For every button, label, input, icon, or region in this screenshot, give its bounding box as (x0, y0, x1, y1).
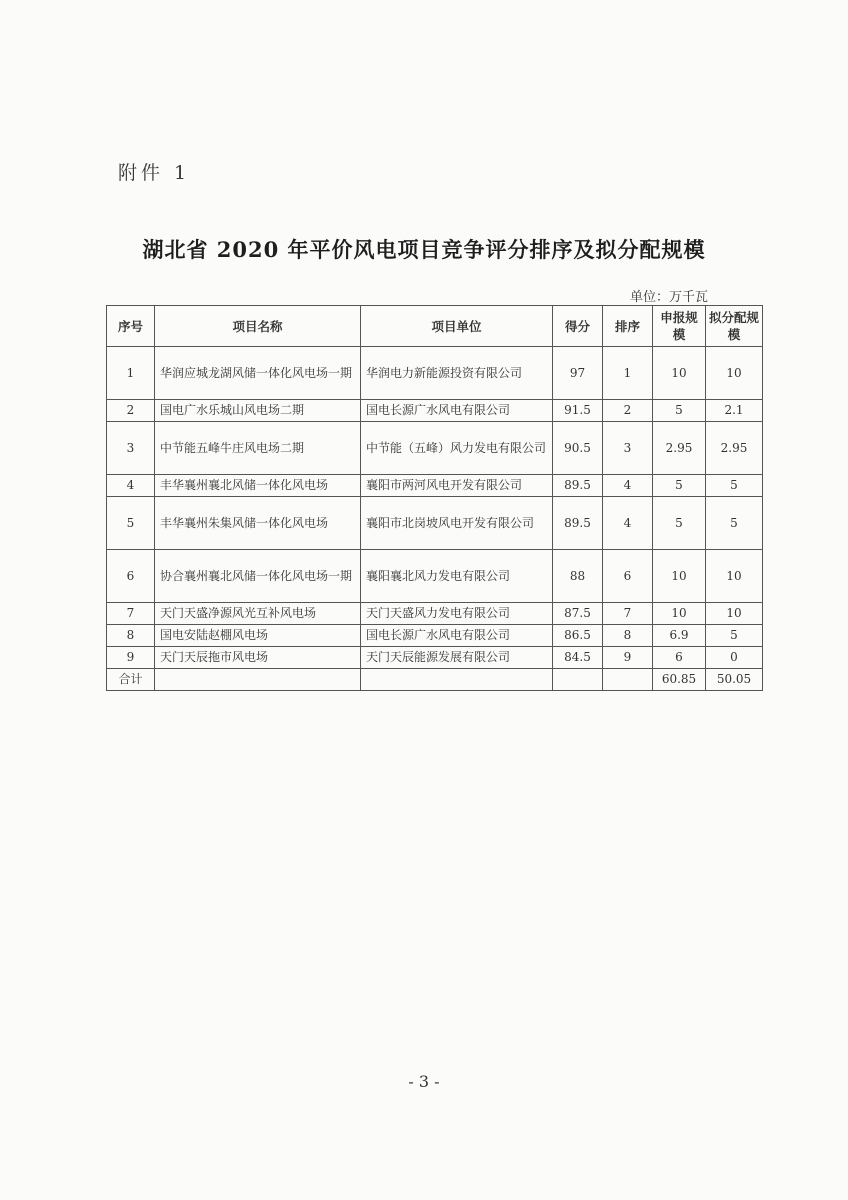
header-name: 项目名称 (155, 306, 361, 347)
cell-company: 国电长源广水风电有限公司 (361, 400, 553, 422)
table-row (107, 647, 763, 669)
cell-declared: 10 (653, 550, 706, 603)
cell-empty (155, 669, 361, 691)
cell-score: 84.5 (553, 647, 603, 669)
document-title: 湖北省 2020 年平价风电项目竞争评分排序及拟分配规模 (142, 237, 706, 262)
table-row (107, 497, 763, 550)
cell-declared: 5 (653, 400, 706, 422)
cell-name: 丰华襄州襄北风储一体化风电场 (155, 475, 361, 497)
table-row (107, 603, 763, 625)
cell-allocated: 5 (706, 497, 763, 550)
cell-rank: 3 (603, 422, 653, 475)
cell-company: 中节能（五峰）风力发电有限公司 (361, 422, 553, 475)
cell-declared: 6 (653, 647, 706, 669)
cell-rank: 4 (603, 475, 653, 497)
cell-no: 2 (107, 400, 155, 422)
cell-empty (603, 669, 653, 691)
cell-name: 中节能五峰牛庄风电场二期 (155, 422, 361, 475)
ranking-table (106, 305, 763, 691)
header-declared: 申报规模 (653, 306, 706, 347)
header-company: 项目单位 (361, 306, 553, 347)
cell-allocated: 5 (706, 625, 763, 647)
header-allocated: 拟分配规模 (706, 306, 763, 347)
table-row (107, 400, 763, 422)
cell-score: 89.5 (553, 497, 603, 550)
table-row (107, 625, 763, 647)
cell-allocated: 2.1 (706, 400, 763, 422)
cell-score: 86.5 (553, 625, 603, 647)
cell-declared: 10 (653, 347, 706, 400)
cell-allocated: 10 (706, 347, 763, 400)
cell-empty (553, 669, 603, 691)
cell-score: 88 (553, 550, 603, 603)
cell-name: 丰华襄州朱集风储一体化风电场 (155, 497, 361, 550)
cell-rank: 8 (603, 625, 653, 647)
total-allocated: 50.05 (706, 669, 763, 691)
page-number: - 3 - (408, 1072, 440, 1091)
cell-allocated: 10 (706, 550, 763, 603)
total-row (107, 669, 763, 691)
cell-no: 6 (107, 550, 155, 603)
header-score: 得分 (553, 306, 603, 347)
table-header-row (107, 306, 763, 347)
cell-allocated: 2.95 (706, 422, 763, 475)
cell-company: 华润电力新能源投资有限公司 (361, 347, 553, 400)
cell-allocated: 10 (706, 603, 763, 625)
cell-no: 9 (107, 647, 155, 669)
cell-company: 天门天盛风力发电有限公司 (361, 603, 553, 625)
cell-name: 国电广水乐城山风电场二期 (155, 400, 361, 422)
unit-note: 单位：万千瓦 (630, 290, 709, 305)
cell-rank: 1 (603, 347, 653, 400)
cell-rank: 9 (603, 647, 653, 669)
cell-score: 90.5 (553, 422, 603, 475)
cell-empty (361, 669, 553, 691)
cell-no: 8 (107, 625, 155, 647)
cell-allocated: 0 (706, 647, 763, 669)
cell-rank: 6 (603, 550, 653, 603)
cell-no: 1 (107, 347, 155, 400)
table-row (107, 475, 763, 497)
cell-no: 3 (107, 422, 155, 475)
table-row (107, 347, 763, 400)
cell-name: 天门天盛净源风光互补风电场 (155, 603, 361, 625)
cell-score: 97 (553, 347, 603, 400)
cell-score: 87.5 (553, 603, 603, 625)
cell-declared: 2.95 (653, 422, 706, 475)
cell-rank: 7 (603, 603, 653, 625)
cell-rank: 4 (603, 497, 653, 550)
cell-company: 国电长源广水风电有限公司 (361, 625, 553, 647)
cell-declared: 5 (653, 497, 706, 550)
cell-company: 襄阳襄北风力发电有限公司 (361, 550, 553, 603)
cell-score: 89.5 (553, 475, 603, 497)
cell-no: 4 (107, 475, 155, 497)
cell-declared: 5 (653, 475, 706, 497)
cell-company: 襄阳市北岗坡风电开发有限公司 (361, 497, 553, 550)
cell-no: 5 (107, 497, 155, 550)
cell-name: 华润应城龙湖风储一体化风电场一期 (155, 347, 361, 400)
cell-rank: 2 (603, 400, 653, 422)
cell-company: 天门天辰能源发展有限公司 (361, 647, 553, 669)
table-row (107, 422, 763, 475)
total-declared: 60.85 (653, 669, 706, 691)
cell-company: 襄阳市两河风电开发有限公司 (361, 475, 553, 497)
table-row (107, 550, 763, 603)
annex-label: 附件 1 (118, 162, 191, 184)
cell-name: 天门天辰拖市风电场 (155, 647, 361, 669)
cell-score: 91.5 (553, 400, 603, 422)
cell-declared: 10 (653, 603, 706, 625)
header-no: 序号 (107, 306, 155, 347)
cell-allocated: 5 (706, 475, 763, 497)
cell-declared: 6.9 (653, 625, 706, 647)
total-label: 合计 (107, 669, 155, 691)
cell-name: 国电安陆赵棚风电场 (155, 625, 361, 647)
header-rank: 排序 (603, 306, 653, 347)
cell-name: 协合襄州襄北风储一体化风电场一期 (155, 550, 361, 603)
cell-no: 7 (107, 603, 155, 625)
